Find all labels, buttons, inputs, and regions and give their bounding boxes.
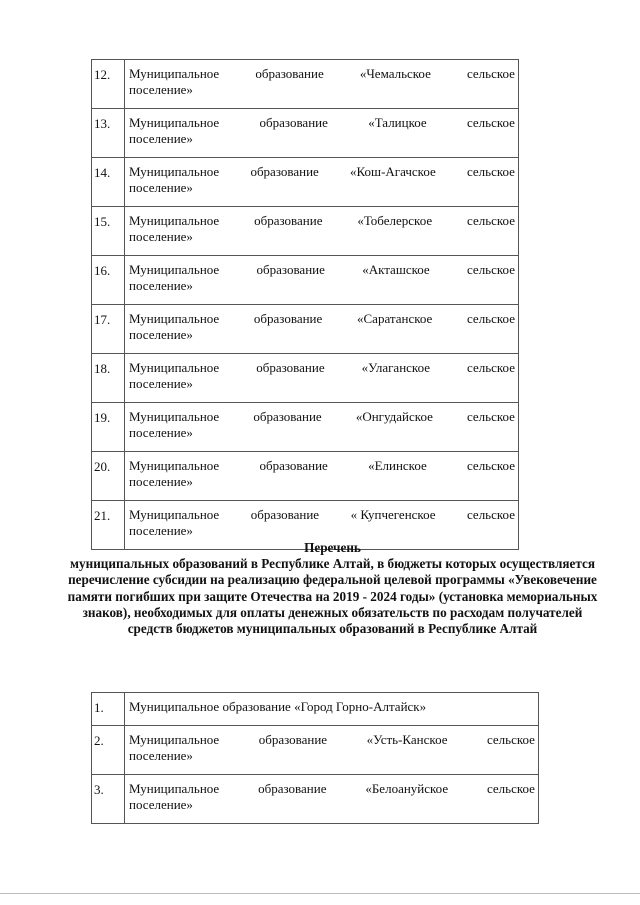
row-text xyxy=(125,305,519,354)
word: Муниципальное xyxy=(129,409,220,424)
word: сельское xyxy=(486,732,535,747)
row-number: 17. xyxy=(92,305,125,354)
word: Муниципальное xyxy=(129,360,220,375)
word: сельское xyxy=(467,360,515,375)
word: Муниципальное xyxy=(129,164,220,179)
row-number: 15. xyxy=(92,207,125,256)
word: Муниципальное xyxy=(129,213,220,228)
row-text-line1 xyxy=(129,213,515,229)
row-number: 14. xyxy=(92,158,125,207)
row-text-line1 xyxy=(129,732,535,748)
word: Муниципальное xyxy=(129,732,220,747)
list-heading xyxy=(60,540,605,637)
word: «Улаганское xyxy=(361,360,431,375)
table-row xyxy=(92,403,519,452)
table-row xyxy=(92,305,519,354)
row-text xyxy=(125,452,519,501)
word: «Акташское xyxy=(362,262,430,277)
word: сельское xyxy=(466,164,515,179)
word: сельское xyxy=(467,458,515,473)
word: «Усть-Канское xyxy=(366,732,448,747)
municipalities-table-subsidy xyxy=(91,692,539,824)
table-row xyxy=(92,256,519,305)
row-text-line2: поселение» xyxy=(129,82,193,97)
row-text-line2: поселение» xyxy=(129,278,193,293)
word: Муниципальное xyxy=(129,115,220,130)
row-text xyxy=(125,693,539,726)
word: «Белоануйское xyxy=(365,781,449,796)
row-text-line2: поселение» xyxy=(129,425,193,440)
word: образование xyxy=(256,360,325,375)
row-text-line1 xyxy=(129,66,515,82)
row-number: 3. xyxy=(92,775,125,824)
row-text-line2: поселение» xyxy=(129,523,193,538)
table-row xyxy=(92,207,519,256)
row-text-line2: поселение» xyxy=(129,474,193,489)
word: «Кош-Агачское xyxy=(350,164,436,179)
row-number: 18. xyxy=(92,354,125,403)
word: Муниципальное xyxy=(129,781,220,796)
word: «Тобелерское xyxy=(357,213,433,228)
table-row xyxy=(92,158,519,207)
word: сельское xyxy=(467,507,515,522)
table-row xyxy=(92,775,539,824)
word: «Елинское xyxy=(368,458,427,473)
page-bottom-line xyxy=(0,893,640,894)
row-text xyxy=(125,60,519,109)
row-text-line2: поселение» xyxy=(129,229,193,244)
word: сельское xyxy=(466,115,515,130)
heading-title: Перечень xyxy=(304,540,361,555)
row-number: 2. xyxy=(92,726,125,775)
row-number: 13. xyxy=(92,109,125,158)
word: образование xyxy=(259,115,328,130)
row-number: 1. xyxy=(92,693,125,726)
table-row xyxy=(92,452,519,501)
row-text xyxy=(125,775,539,824)
table-row xyxy=(92,354,519,403)
row-text-line1 xyxy=(129,409,515,425)
word: Муниципальное xyxy=(129,507,220,522)
word: образование xyxy=(259,458,328,473)
row-text-line2: поселение» xyxy=(129,797,193,812)
word: сельское xyxy=(467,262,515,277)
row-text-line1 xyxy=(129,360,515,376)
row-text-line1 xyxy=(129,507,515,523)
row-text-line1 xyxy=(129,262,515,278)
word: сельское xyxy=(467,213,515,228)
row-text xyxy=(125,256,519,305)
word: Муниципальное xyxy=(129,458,220,473)
row-text xyxy=(125,109,519,158)
row-text-line1 xyxy=(129,115,515,131)
word: Муниципальное xyxy=(129,66,220,81)
row-text-line1 xyxy=(129,311,515,327)
table-row xyxy=(92,726,539,775)
row-text-line2: поселение» xyxy=(129,748,193,763)
word: Муниципальное xyxy=(129,311,220,326)
word: сельское xyxy=(486,781,535,796)
municipalities-table-continued xyxy=(91,59,519,550)
row-text xyxy=(125,403,519,452)
word: образование xyxy=(254,213,323,228)
row-text-line2: поселение» xyxy=(129,131,193,146)
row-number: 12. xyxy=(92,60,125,109)
word: «Саратанское xyxy=(357,311,433,326)
word: сельское xyxy=(466,409,515,424)
word: Муниципальное xyxy=(129,262,220,277)
row-text-line2: поселение» xyxy=(129,327,193,342)
row-number: 16. xyxy=(92,256,125,305)
row-text-line: Муниципальное образование «Город Горно-Алтайск» xyxy=(129,699,427,714)
word: « Купчегенское xyxy=(350,507,436,522)
row-text xyxy=(125,354,519,403)
word: образование xyxy=(250,507,320,522)
row-text-line1 xyxy=(129,458,515,474)
word: образование xyxy=(253,409,322,424)
row-text-line2: поселение» xyxy=(129,180,193,195)
table-row xyxy=(92,693,539,726)
word: образование xyxy=(253,311,323,326)
word: сельское xyxy=(466,66,515,81)
heading-body: муниципальных образований в Республике Алтай, в бюджеты которых осуществляется перечисление субсидии на реализацию федеральной целевой программы «Увековечение памяти погибших при защите Отечества на 2019 - 2024 годы» (установка мемориальных знаков), необходимых для оплаты денежных обязательств по расходам получателей средств бюджетов муниципальных образований в Республике Алтай xyxy=(67,556,598,637)
row-text-line1 xyxy=(129,164,515,180)
word: образование xyxy=(258,732,328,747)
word: сельское xyxy=(467,311,515,326)
row-text xyxy=(125,207,519,256)
row-text-line2: поселение» xyxy=(129,376,193,391)
word: «Талицкое xyxy=(368,115,427,130)
row-number: 21. xyxy=(92,501,125,550)
word: «Онгудайское xyxy=(355,409,433,424)
word: «Чемальское xyxy=(359,66,431,81)
word: образование xyxy=(258,781,327,796)
row-number: 20. xyxy=(92,452,125,501)
word: образование xyxy=(256,262,325,277)
row-text-line1 xyxy=(129,781,535,797)
word: образование xyxy=(255,66,324,81)
table-row xyxy=(92,109,519,158)
table-row xyxy=(92,60,519,109)
row-text xyxy=(125,726,539,775)
row-text xyxy=(125,158,519,207)
word: образование xyxy=(250,164,319,179)
row-number: 19. xyxy=(92,403,125,452)
